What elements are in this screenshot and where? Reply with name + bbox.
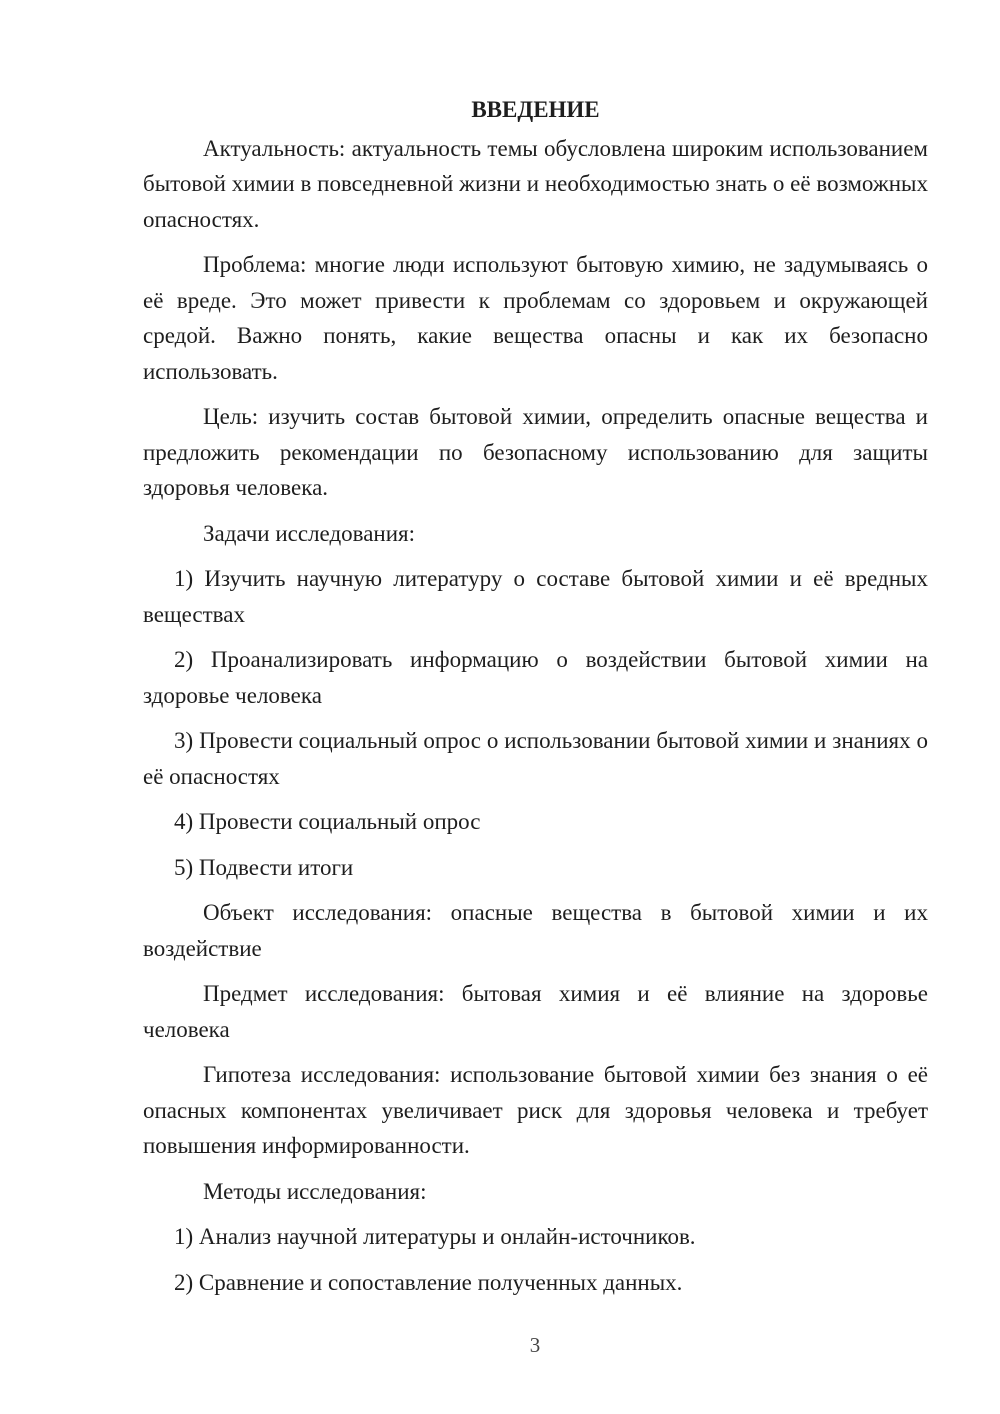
task-item: 5) Подвести итоги — [174, 854, 354, 880]
problem-paragraph: Проблема: многие люди используют бытовую химию, не задумываясь о её вреде. Это может привести к проблемам со здоровьем и окружающей средой. Важно понять, какие вещества опасны и как их безопасно использовать. — [143, 252, 928, 384]
task-item: 4) Провести социальный опрос — [174, 809, 481, 834]
page-title: ВВЕДЕНИЕ — [471, 97, 600, 122]
document-body — [143, 92, 928, 1310]
task-item: 1) Изучить научную литературу о составе бытовой химии и её вредных веществах — [143, 566, 928, 627]
task-item: 2) Проанализировать информацию о воздействии бытовой химии на здоровье человека — [143, 647, 928, 708]
tasks-heading: Задачи исследования: — [203, 520, 416, 546]
method-item: 2) Сравнение и сопоставление полученных данных. — [174, 1269, 683, 1295]
task-item: 3) Провести социальный опрос о использовании бытовой химии и знаниях о её опасностях — [143, 728, 928, 789]
goal-paragraph: Цель: изучить состав бытовой химии, определить опасные вещества и предложить рекомендации по безопасному использованию для защиты здоровья человека. — [143, 404, 928, 500]
object-paragraph: Объект исследования: опасные вещества в бытовой химии и их воздействие — [143, 900, 928, 961]
relevance-paragraph: Актуальность: актуальность темы обусловлена широким использованием бытовой химии в повседневной жизни и необходимостью знать о её возможных опасностях. — [143, 135, 928, 232]
subject-paragraph: Предмет исследования: бытовая химия и её влияние на здоровье человека — [143, 981, 928, 1042]
page-number: 3 — [529, 1333, 541, 1357]
method-item: 1) Анализ научной литературы и онлайн-источников. — [174, 1224, 696, 1249]
methods-heading: Методы исследования: — [203, 1178, 427, 1204]
hypothesis-paragraph: Гипотеза исследования: использование бытовой химии без знания о её опасных компонентах увеличивает риск для здоровья человека и требует повышения информированности. — [143, 1062, 928, 1158]
